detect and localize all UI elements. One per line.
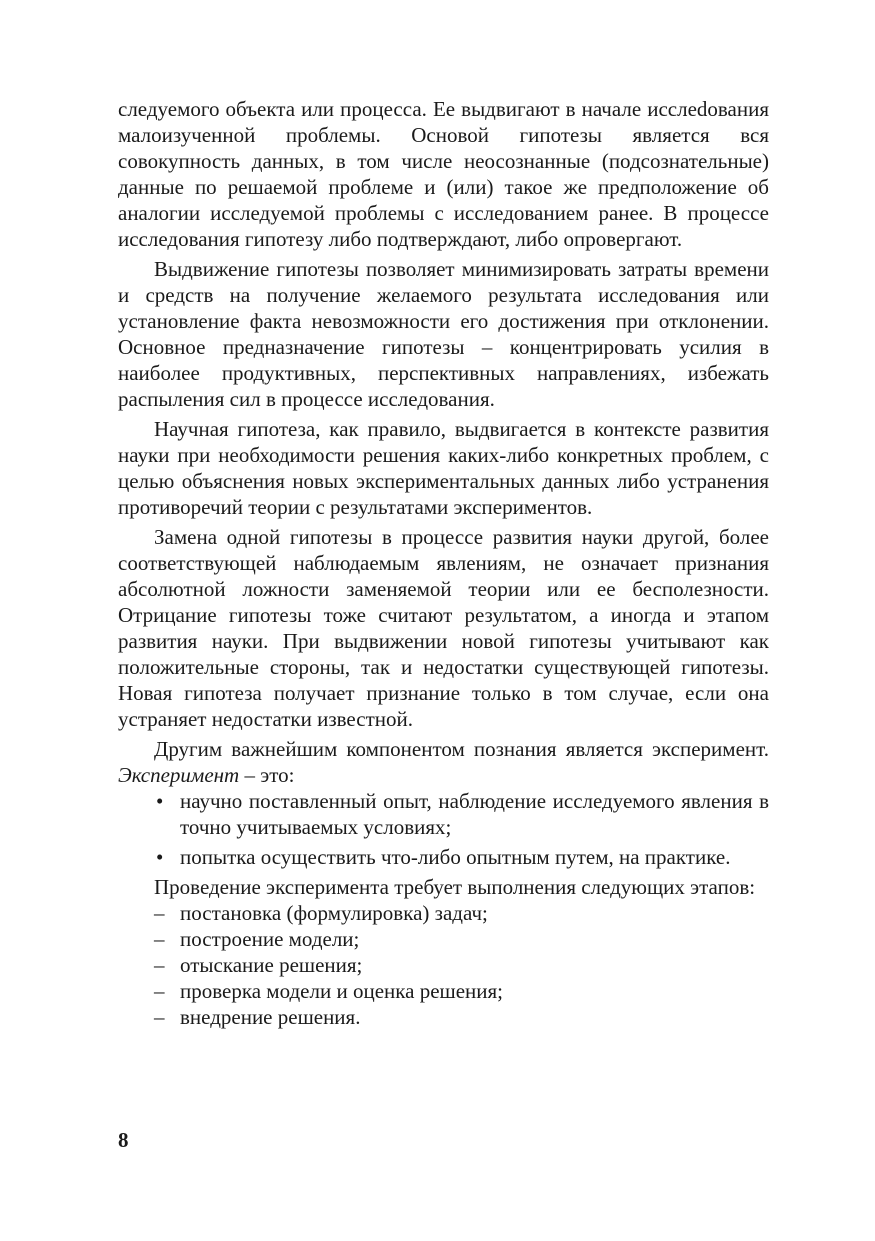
list-item-text: проверка модели и оценка решения; [180, 979, 503, 1003]
list-item-text: научно поставленный опыт, наблюдение исследуемого явления в точно учитываемых условиях; [180, 789, 769, 839]
list-item [118, 926, 769, 952]
list-item-text: попытка осуществить что-либо опытным путем, на практике. [180, 845, 731, 869]
list-item-text: постановка (формулировка) задач; [180, 901, 488, 925]
dash-marker: – [154, 901, 165, 925]
paragraph-hypothesis-purpose: Выдвижение гипотезы позволяет минимизировать затраты времени и средств на получение желаемого результата исследования или установление факта невозможности его достижения при отклонении. Основное предназначение гипотезы – концентрировать усилия в наиболее продуктивных, перспективных направлениях, избежать распыления сил в процессе исследования. [118, 257, 769, 411]
experiment-term: Эксперимент [118, 763, 240, 787]
paragraph-experiment-intro [118, 736, 769, 788]
list-item [118, 1004, 769, 1030]
experiment-definition-list [118, 788, 769, 870]
list-item [118, 900, 769, 926]
list-item-text: внедрение решения. [180, 1005, 361, 1029]
list-item [118, 844, 769, 870]
list-item-text: построение модели; [180, 927, 360, 951]
dash-marker: – [154, 979, 165, 1003]
list-item-text: отыскание решения; [180, 953, 363, 977]
bullet-marker: • [156, 845, 164, 869]
paragraph-scientific-hypothesis: Научная гипотеза, как правило, выдвигается в контексте развития науки при необходимости решения каких-либо конкретных проблем, с целью объяснения новых экспериментальных данных либо устранения противоречий теории с результатами экспериментов. [118, 417, 769, 519]
list-item [118, 978, 769, 1004]
page-body [118, 96, 769, 1030]
experiment-stages-list [118, 900, 769, 1030]
bullet-marker: • [156, 789, 164, 813]
experiment-intro-start: Другим важнейшим компонентом познания является эксперимент. [154, 737, 769, 761]
dash-marker: – [154, 953, 165, 977]
paragraph-hypothesis-definition: следуемого объекта или процесса. Ее выдвигают в начале исслеdования малоизученной проблемы. Основой гипотезы является вся совокупность данных, в том числе неосознанные (подсознательные) данные по решаемой проблеме и (или) такое же предположение об аналогии исследуемой проблемы с исследованием ранее. В процессе исследования гипотезу либо подтверждают, либо опровергают. [118, 97, 769, 251]
page-number: 8 [118, 1128, 129, 1152]
dash-marker: – [154, 927, 165, 951]
experiment-intro-end: – это: [239, 763, 295, 787]
list-item [118, 788, 769, 840]
dash-marker: – [154, 1005, 165, 1029]
paragraph-hypothesis-replacement: Замена одной гипотезы в процессе развития науки другой, более соответствующей наблюдаемым явлениям, не означает признания абсолютной ложности заменяемой теории или ее бесполезности. Отрицание гипотезы тоже считают результатом, а иногда и этапом развития науки. При выдвижении новой гипотезы учитывают как положительные стороны, так и недостатки существующей гипотезы. Новая гипотеза получает признание только в том случае, если она устраняет недостатки известной. [118, 525, 769, 731]
list-item [118, 952, 769, 978]
paragraph-experiment-stages: Проведение эксперимента требует выполнения следующих этапов: [154, 875, 756, 899]
